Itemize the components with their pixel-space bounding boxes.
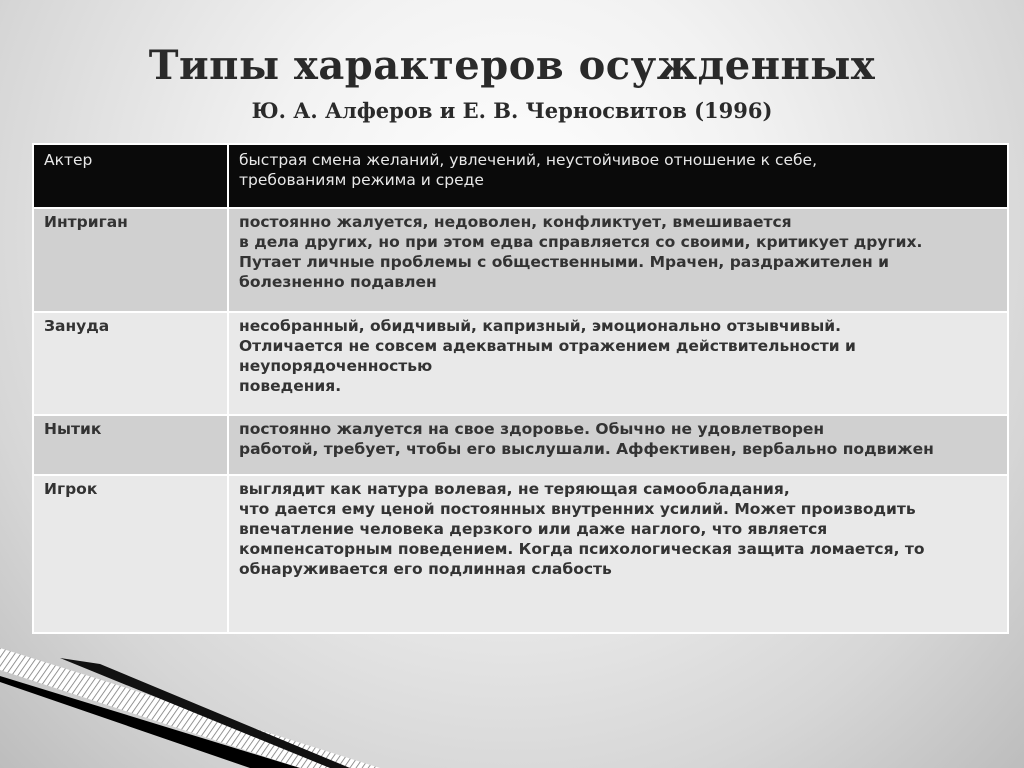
type-name-cell: [33, 415, 228, 475]
type-name-cell: [33, 208, 228, 312]
type-name: Зануда: [44, 317, 110, 335]
description-line: требованиям режима и среде: [239, 171, 484, 189]
description-line: постоянно жалуется, недоволен, конфликтует, вмешивается: [239, 213, 792, 231]
description-line: поведения.: [239, 377, 342, 395]
description-line: неупорядоченностью: [239, 357, 433, 375]
slide-title: Типы характеров осужденных: [148, 42, 876, 89]
description-line: постоянно жалуется на свое здоровье. Обычно не удовлетворен: [239, 420, 825, 438]
description-line: Путает личные проблемы с общественными. Мрачен, раздражителен и: [239, 253, 889, 271]
description-line: Отличается не совсем адекватным отражением действительности и: [239, 337, 856, 355]
slide-subtitle: Ю. А. Алферов и Е. В. Черносвитов (1996): [251, 98, 773, 123]
type-description-cell: [228, 312, 1008, 415]
description-line: работой, требует, чтобы его выслушали. Аффективен, вербально подвижен: [239, 440, 934, 458]
description-line: обнаруживается его подлинная слабость: [239, 560, 612, 578]
description-line: что дается ему ценой постоянных внутренних усилий. Может производить: [239, 500, 916, 518]
type-name: Актер: [44, 151, 93, 169]
table-row: [33, 144, 1008, 208]
type-description-cell: [228, 475, 1008, 633]
decorative-stripes: [0, 648, 1024, 768]
hatch-stripe: [0, 648, 380, 768]
table-row: [33, 208, 1008, 312]
table-row: [33, 415, 1008, 475]
black-stripe: [0, 676, 300, 768]
type-description-cell: [228, 144, 1008, 208]
table-row: [33, 312, 1008, 415]
table-row: [33, 475, 1008, 633]
type-description-cell: [228, 415, 1008, 475]
description-line: болезненно подавлен: [239, 273, 437, 291]
description-line: быстрая смена желаний, увлечений, неустойчивое отношение к себе,: [239, 151, 818, 169]
description-line: компенсаторным поведением. Когда психологическая защита ломается, то: [239, 540, 925, 558]
type-name-cell: [33, 312, 228, 415]
type-name: Игрок: [44, 480, 98, 498]
type-name-cell: [33, 475, 228, 633]
description-line: впечатление человека дерзкого или даже наглого, что является: [239, 520, 828, 538]
type-description-cell: [228, 208, 1008, 312]
type-name: Интриган: [44, 213, 128, 231]
description-line: несобранный, обидчивый, капризный, эмоционально отзывчивый.: [239, 317, 841, 335]
description-line: выглядит как натура волевая, не теряющая самообладания,: [239, 480, 790, 498]
type-name: Нытик: [44, 420, 102, 438]
black-stripe-upper: [60, 658, 350, 768]
description-line: в дела других, но при этом едва справляется со своими, критикует других.: [239, 233, 923, 251]
type-name-cell: [33, 144, 228, 208]
character-types-table: [32, 143, 1009, 634]
